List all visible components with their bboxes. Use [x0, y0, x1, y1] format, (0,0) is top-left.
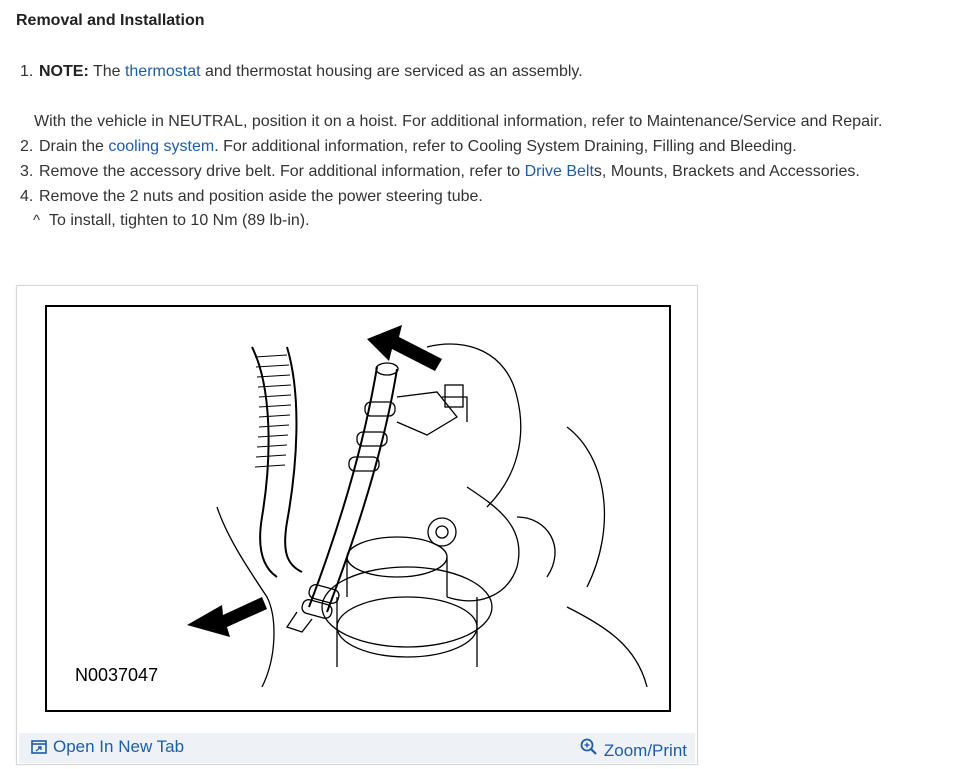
open-new-tab-icon [31, 740, 47, 754]
step-text: Remove the accessory drive belt. For additional information, refer to [39, 163, 525, 180]
figure-code: N0037047 [75, 665, 159, 685]
step-1-subtext: With the vehicle in NEUTRAL, position it on a hoist. For additional information, refer to Maintenance/Service and Repair. [34, 113, 883, 130]
step-number: 3. [20, 163, 34, 180]
open-in-new-tab-label: Open In New Tab [53, 737, 185, 756]
cooling-system-link[interactable]: cooling system [108, 138, 215, 155]
step-4 [20, 187, 483, 207]
step-text: s, Mounts, Brackets and Accessories. [593, 163, 860, 180]
power-steering-tube-illustration [47, 307, 669, 710]
figure-toolbar [19, 733, 695, 763]
step-text: The [88, 63, 125, 80]
step-text: and thermostat housing are serviced as an assembly. [200, 63, 583, 80]
step-number: 1. [20, 63, 34, 80]
drive-belt-link[interactable]: Drive Belt [524, 163, 594, 180]
step-1 [20, 62, 583, 82]
step-2 [20, 137, 797, 157]
thermostat-link[interactable]: thermostat [124, 63, 201, 80]
step-text: Drain the [39, 138, 109, 155]
figure-illustration[interactable] [45, 305, 671, 712]
step-text: . For additional information, refer to Cooling System Draining, Filling and Bleeding. [214, 138, 797, 155]
step-4-subtext: To install, tighten to 10 Nm (89 lb-in). [49, 212, 310, 229]
caret-icon: ^ [33, 212, 41, 229]
open-in-new-tab-button[interactable] [31, 737, 184, 757]
section-heading: Removal and Installation [16, 12, 205, 29]
step-number: 2. [20, 138, 34, 155]
step-number: 4. [20, 188, 34, 205]
zoom-icon [580, 738, 598, 756]
figure-container [16, 285, 698, 765]
note-label: NOTE: [39, 63, 89, 80]
zoom-print-button[interactable] [580, 733, 687, 761]
step-3 [20, 162, 860, 182]
step-text: Remove the 2 nuts and position aside the power steering tube. [39, 188, 483, 205]
zoom-print-label: Zoom/Print [603, 741, 687, 760]
